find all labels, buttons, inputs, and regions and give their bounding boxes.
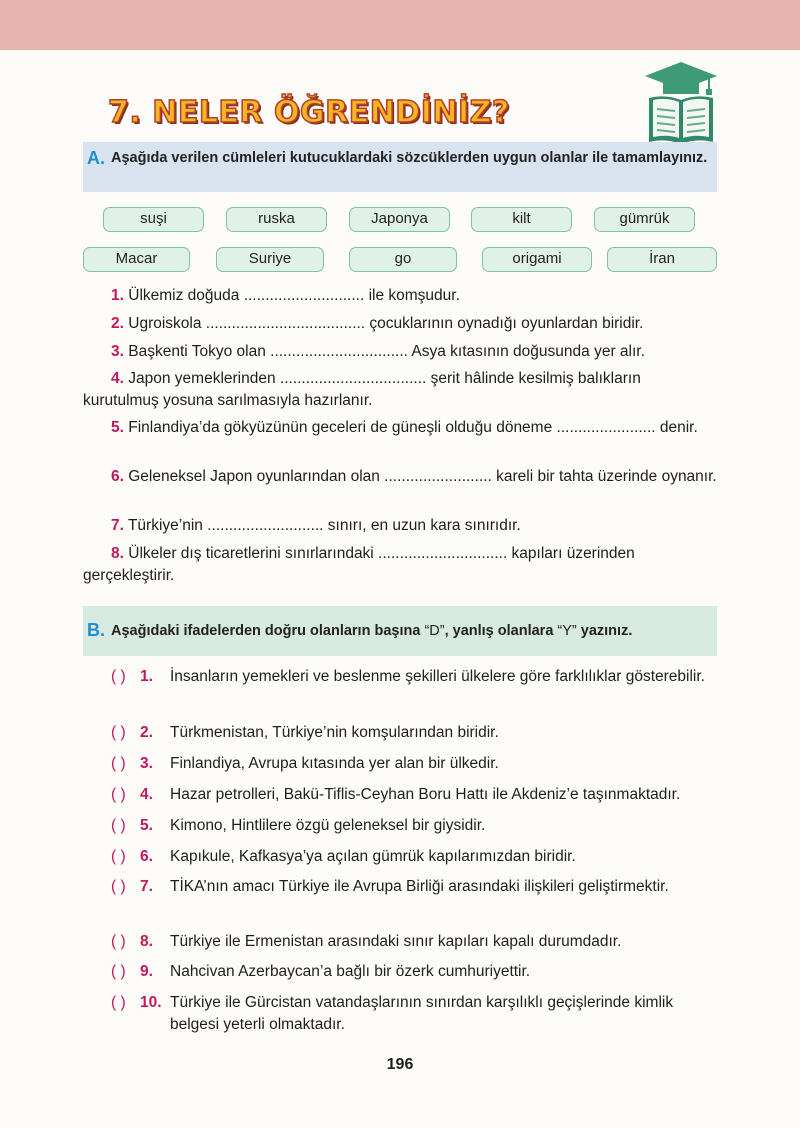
word-chip: origami xyxy=(482,247,592,272)
section-b-header xyxy=(83,606,717,656)
word-chip: kilt xyxy=(471,207,572,232)
answer-blank[interactable]: ( ) xyxy=(111,786,126,803)
section-a-letter: A. xyxy=(87,148,105,168)
answer-blank[interactable]: ( ) xyxy=(111,724,126,741)
section-a-header xyxy=(83,142,717,192)
word-chip: Suriye xyxy=(216,247,324,272)
page-title: 7. NELER ÖĞRENDİNİZ? xyxy=(108,95,510,130)
word-chip: Japonya xyxy=(349,207,450,232)
fill-sentence: 1. Ülkemiz doğuda ............................ ile komşudur. xyxy=(111,287,460,304)
answer-blank[interactable]: ( ) xyxy=(111,817,126,834)
fill-sentence: 3. Başkenti Tokyo olan ................................ Asya kıtasının doğusunda yer alır. xyxy=(111,343,645,360)
fill-sentence: 8. Ülkeler dış ticaretlerini sınırlarındaki .............................. kapıları üzerinden gerçekleştirir. xyxy=(83,545,635,584)
fill-sentence: 7. Türkiye’nin ........................... sınırı, en uzun kara sınırıdır. xyxy=(111,517,521,534)
top-color-bar xyxy=(0,0,800,50)
fill-sentence: 5. Finlandiya’da gökyüzünün geceleri de güneşli olduğu döneme ....................... denir. xyxy=(111,419,698,436)
graduation-cap-book-icon xyxy=(643,60,719,144)
word-chip: suşi xyxy=(103,207,204,232)
section-a-instruction: Aşağıda verilen cümleleri kutucuklardaki sözcüklerden uygun olanlar ile tamamlayınız. xyxy=(111,150,708,166)
page-number: 196 xyxy=(386,1056,414,1073)
word-chip: gümrük xyxy=(594,207,695,232)
word-chip: ruska xyxy=(226,207,327,232)
fill-sentence: 2. Ugroiskola ..................................... çocuklarının oynadığı oyunlardan biridir. xyxy=(111,315,644,332)
answer-blank[interactable]: ( ) xyxy=(111,994,126,1011)
answer-blank[interactable]: ( ) xyxy=(111,933,126,950)
word-chip: Macar xyxy=(83,247,190,272)
fill-sentence: 6. Geleneksel Japon oyunlarından olan ......................... kareli bir tahta üzerinde oynanır. xyxy=(111,468,717,485)
answer-blank[interactable]: ( ) xyxy=(111,963,126,980)
section-b-letter: B. xyxy=(87,620,105,640)
fill-sentence: 4. Japon yemeklerinden .................................. şerit hâlinde kesilmiş balıkların kurutulmuş yosuna sarılmasıyla hazırlanır. xyxy=(83,370,641,409)
answer-blank[interactable]: ( ) xyxy=(111,668,126,685)
section-b-instruction: Aşağıdaki ifadelerden doğru olanların başına “D”, yanlış olanlara “Y” yazınız. xyxy=(111,623,633,639)
answer-blank[interactable]: ( ) xyxy=(111,848,126,865)
word-chip: İran xyxy=(607,247,717,272)
word-chip: go xyxy=(349,247,457,272)
answer-blank[interactable]: ( ) xyxy=(111,755,126,772)
answer-blank[interactable]: ( ) xyxy=(111,878,126,895)
